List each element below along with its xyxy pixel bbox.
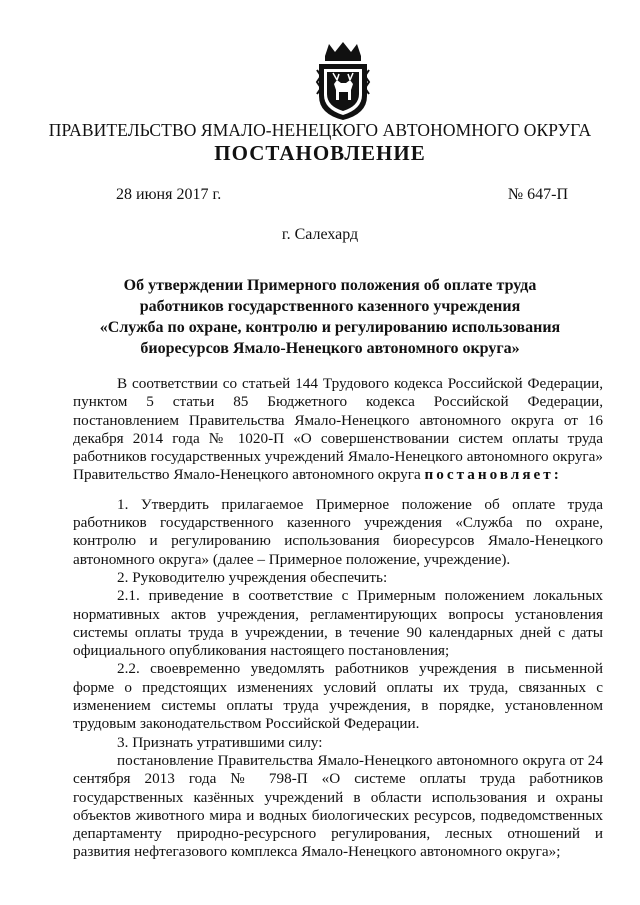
preamble-paragraph bbox=[73, 375, 603, 485]
clause-2: 2. Руководителю учреждения обеспечить: bbox=[117, 568, 388, 586]
coat-of-arms-icon bbox=[315, 40, 371, 122]
resolves-word: постановляет: bbox=[424, 466, 562, 484]
clause-3-1: постановление Правительства Ямало-Ненецкого автономного округа от 24 сентября 2013 года № 798-П «О системе оплаты труда работников государственных казённых учреждений в области использования и охраны объектов животного мира и водных биологических ресурсов, подведомственных департаменту природно-ресурсного регулирования, лесных отношений и развития нефтегазового комплекса Ямало-Ненецкого автономного округа»; bbox=[73, 751, 603, 861]
document-date: 28 июня 2017 г. bbox=[116, 186, 222, 203]
document-title bbox=[80, 275, 580, 359]
clause-2-2: 2.2. своевременно уведомлять работников учреждения в письменной форме о предстоящих изменениях условий оплаты их труда, связанных с изменением системы оплаты труда учреждения, в порядке, установленном трудовым законодательством Российской Федерации. bbox=[73, 660, 603, 733]
clause-2-1: 2.1. приведение в соответствие с Примерным положением локальных нормативных актов учреждения, регламентирующих вопросы установления системы оплаты труда в учреждении, в течение 90 календарных дней с даты официального опубликования настоящего постановления; bbox=[73, 587, 603, 660]
title-line: биоресурсов Ямало-Ненецкого автономного округа» bbox=[140, 340, 520, 357]
government-name: ПРАВИТЕЛЬСТВО ЯМАЛО-НЕНЕЦКОГО АВТОНОМНОГО ОКРУГА bbox=[48, 120, 592, 140]
clause-3: 3. Признать утратившими силу: bbox=[117, 733, 323, 751]
document-body bbox=[73, 375, 603, 862]
title-line: «Служба по охране, контролю и регулированию использования bbox=[99, 319, 561, 336]
title-line: работников государственного казенного учреждения bbox=[139, 298, 521, 315]
title-line: Об утверждении Примерного положения об оплате труда bbox=[123, 277, 537, 294]
document-number: № 647-П bbox=[507, 186, 568, 203]
clause-1: 1. Утвердить прилагаемое Примерное положение об оплате труда работников государственного казенного учреждения «Служба по охране, контролю и регулированию использования биоресурсов Ямало-Ненецкого автономного округа» (далее – Примерное положение, учреждение). bbox=[73, 495, 603, 568]
document-city: г. Салехард bbox=[281, 226, 359, 243]
document-type: ПОСТАНОВЛЕНИЕ bbox=[214, 141, 426, 165]
preamble-text: В соответствии со статьей 144 Трудового кодекса Российской Федерации, пунктом 5 статьи 85 Бюджетного кодекса Российской Федерации, постановлением Правительства Ямало-Ненецкого автономного округа от 16 декабря 2014 года № 1020-П «О совершенствовании систем оплаты труда работников государственных учреждений Ямало-Ненецкого автономного округа» Правительство Ямало-Ненецкого автономного округа bbox=[73, 375, 603, 484]
